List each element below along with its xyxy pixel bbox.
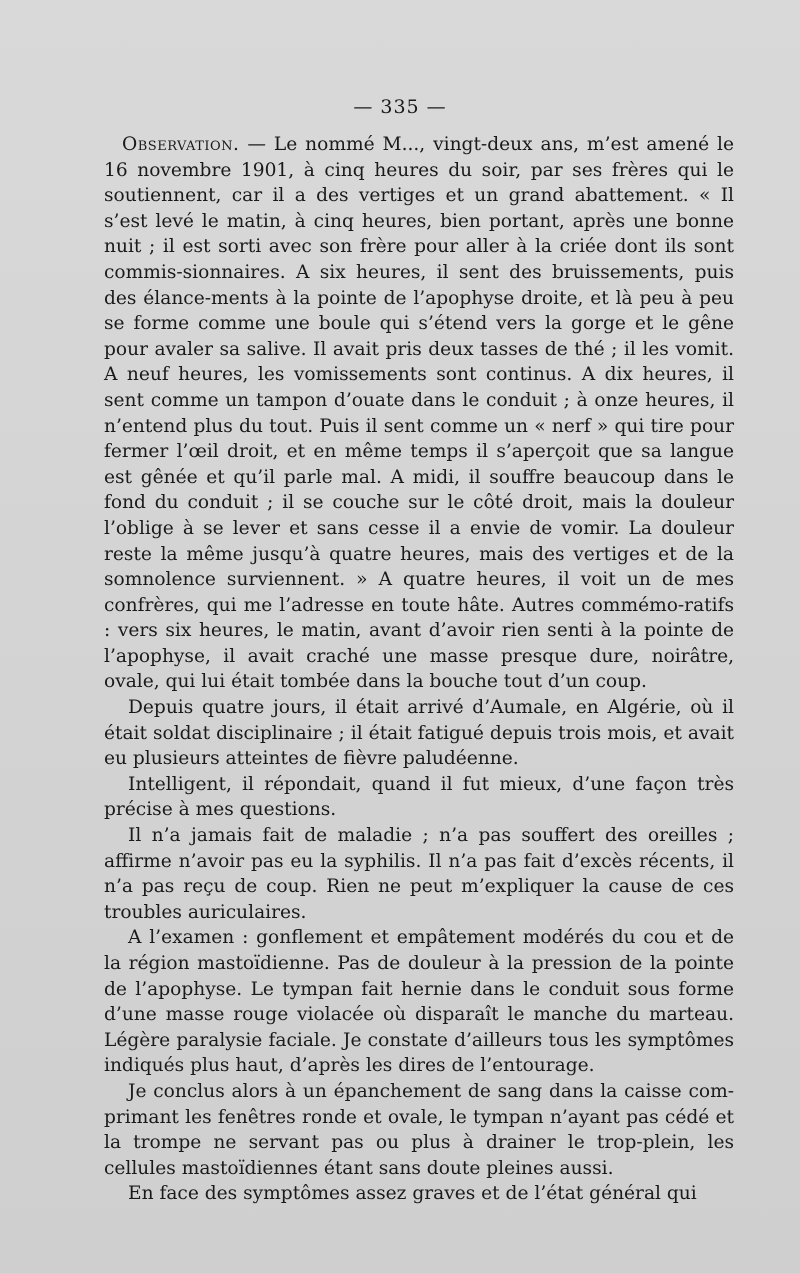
paragraph-observation-text: — Le nommé M..., vingt-deux ans, m’est amené le 16 novembre 1901, à cinq heures du soir, par ses frères qui le soutiennent, car il a des vertiges et un grand abattement. « Il s’est levé le matin, à cinq heures, bien portant, après une bonne nuit ; il est sorti avec son frère pour aller à la criée dont ils sont commis-sionnaires. A six heures, il sent des bruissements, puis des élance-ments à la pointe de l’apophyse droite, et là peu à peu se forme comme une boule qui s’étend vers la gorge et le gêne pour avaler sa salive. Il avait pris deux tasses de thé ; il les vomit. A neuf heures, les vomissements sont continus. A dix heures, il sent comme un tampon d’ouate dans le conduit ; à onze heures, il n’entend plus du tout. Puis il sent comme un « nerf » qui tire pour fermer l’œil droit, et en même temps il s’aperçoit que sa langue est gênée et qu’il parle mal. A midi, il souffre beaucoup dans le fond du conduit ; il se couche sur le côté droit, mais la douleur l’oblige à se lever et sans cesse il a envie de vomir. La douleur reste la même jusqu’à quatre heures, mais des vertiges et de la somnolence surviennent. » A quatre heures, il voit un de mes confrères, qui me l’adresse en toute hâte. Autres commémo-ratifs : vers six heures, le matin, avant d’avoir rien senti à la pointe de l’apophyse, il avait craché une masse presque dure, noirâtre, ovale, qui lui était tombée dans la bouche tout d’un coup. xyxy=(104,134,734,693)
page-number: — 335 — xyxy=(353,96,447,118)
paragraph: Intelligent, il répondait, quand il fut mieux, d’une façon très précise à mes questions. xyxy=(104,773,734,821)
paragraph: A l’examen : gonflement et empâtement modérés du cou et de la région mastoïdienne. Pas de douleur à la pression de la pointe de l’apophyse. Le tympan fait hernie dans le conduit sous forme d’une masse rouge violacée où disparaît le manche du marteau. Légère paralysie faciale. Je constate d’ailleurs tous les symptômes indiqués plus haut, d’après les dires de l’entourage. xyxy=(104,927,734,1077)
paragraph: Depuis quatre jours, il était arrivé d’Aumale, en Algérie, où il était soldat disciplinaire ; il était fatigué depuis trois mois, et avait eu plusieurs atteintes de fièvre paludéenne. xyxy=(104,697,734,770)
paragraph: Je conclus alors à un épanchement de sang dans la caisse com-primant les fenêtres ronde et ovale, le tympan n’ayant pas cédé et la trompe ne servant pas ou plus à drainer le trop-plein, les cellules mastoïdiennes étant sans doute pleines aussi. xyxy=(104,1080,734,1179)
observation-label: Observation. xyxy=(122,134,240,155)
paragraph: Il n’a jamais fait de maladie ; n’a pas souffert des oreilles ; affirme n’avoir pas eu la syphilis. Il n’a pas fait d’excès récents, il n’a pas reçu de coup. Rien ne peut m’expliquer la cause de ces troubles auriculaires. xyxy=(104,825,734,923)
paragraph: En face des symptômes assez graves et de l’état général qui xyxy=(128,1183,697,1205)
paragraph-observation xyxy=(104,132,734,695)
body-text xyxy=(104,132,734,1207)
